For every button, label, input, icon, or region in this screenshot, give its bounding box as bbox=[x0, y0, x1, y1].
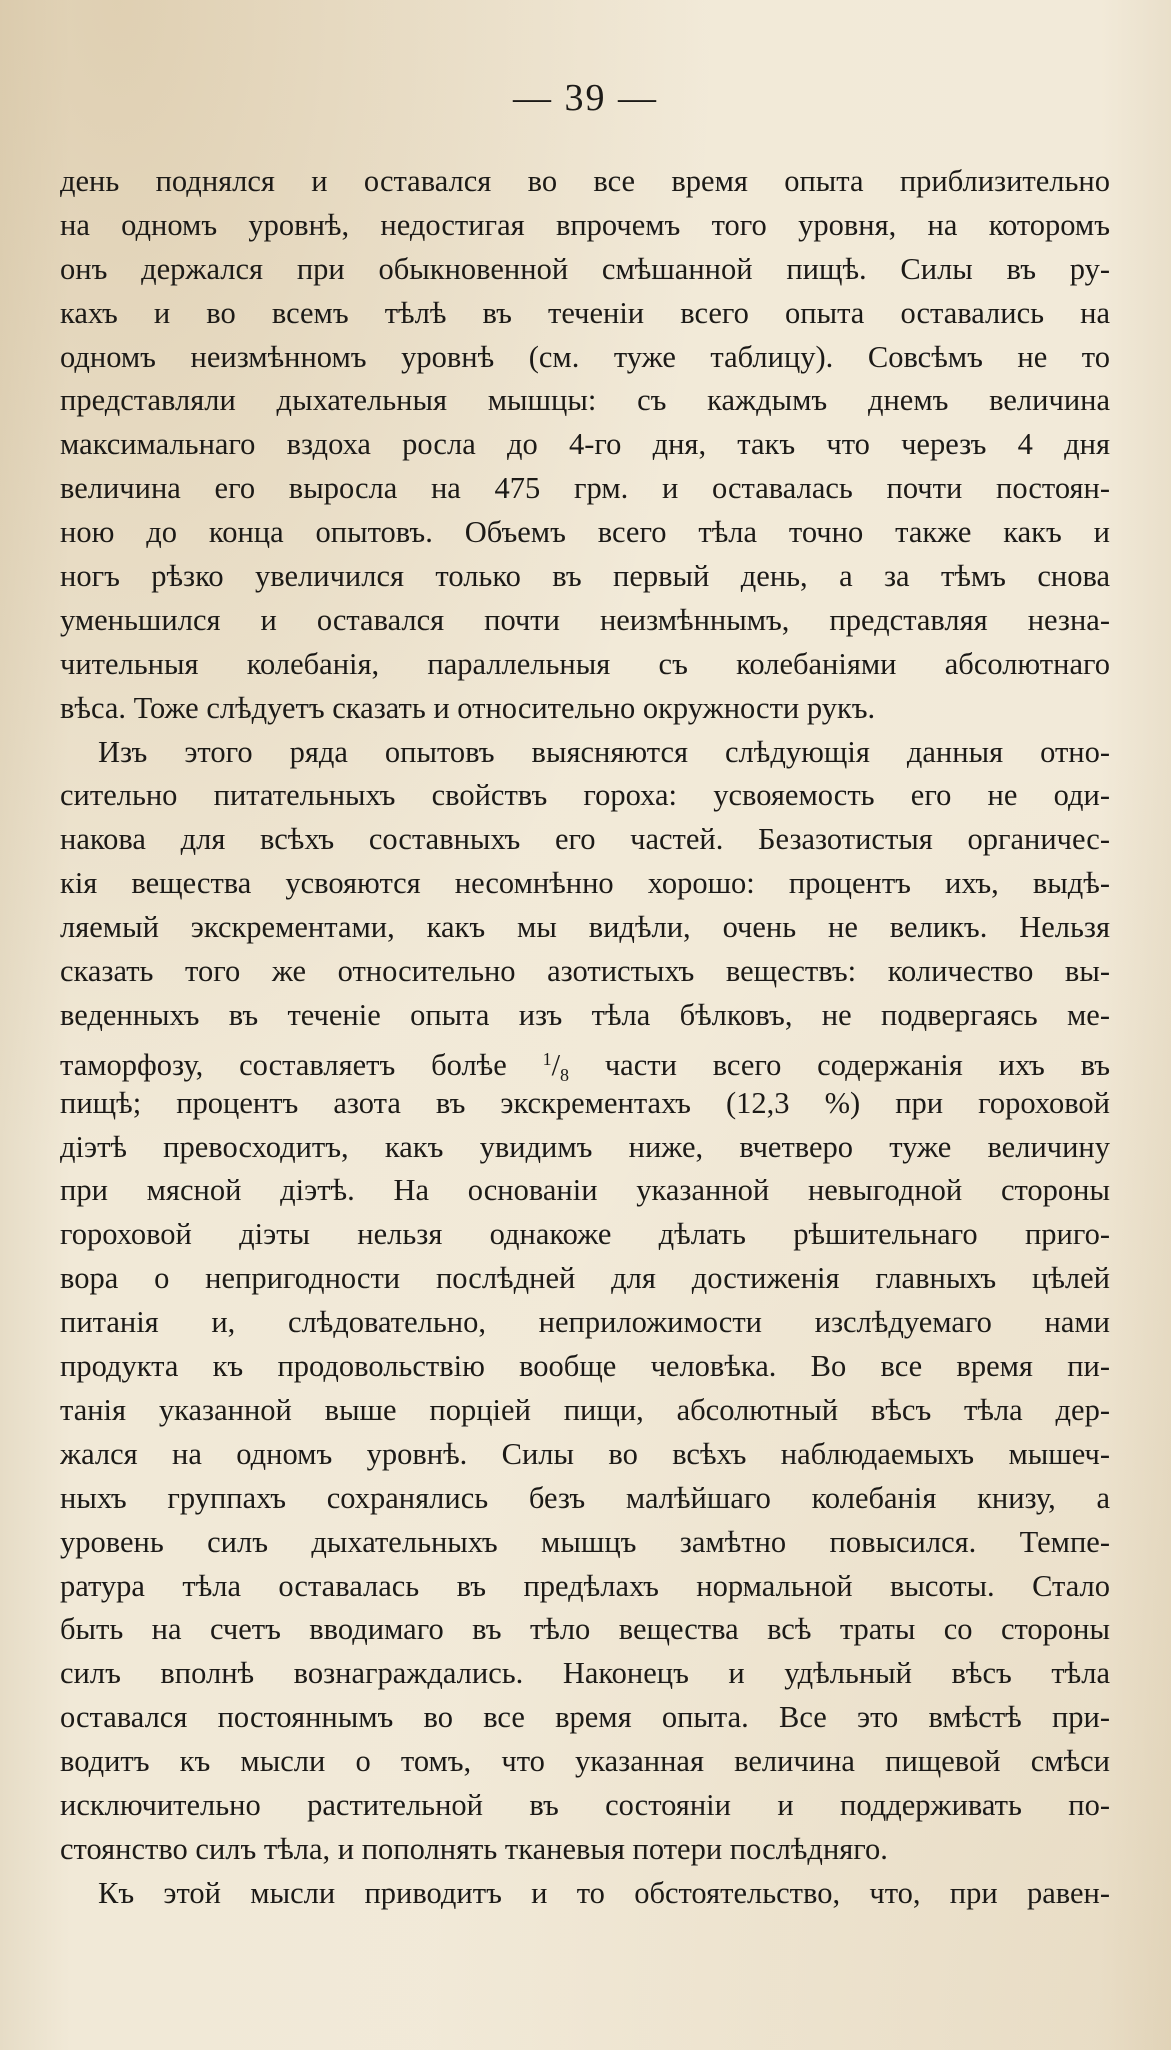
text-line: ногъ рѣзко увеличился только въ первый день, а за тѣмъ снова bbox=[60, 559, 1110, 594]
text-line: ною до конца опытовъ. Объемъ всего тѣла точно также какъ и bbox=[60, 515, 1110, 550]
text-line: онъ держался при обыкновенной смѣшанной пищѣ. Силы въ ру- bbox=[60, 251, 1110, 286]
text-line: водитъ къ мысли о томъ, что указанная величина пищевой смѣси bbox=[60, 1744, 1110, 1779]
text-line: питанія и, слѣдовательно, неприложимости изслѣдуемаго нами bbox=[60, 1305, 1110, 1340]
text-line: уровень силъ дыхательныхъ мышцъ замѣтно повысился. Темпе- bbox=[60, 1524, 1110, 1559]
text-line: танія указанной выше порціей пищи, абсолютный вѣсъ тѣла дер- bbox=[60, 1392, 1110, 1427]
text-line: уменьшился и оставался почти неизмѣннымъ, представляя незна- bbox=[60, 602, 1110, 637]
text-line: исключительно растительной въ состояніи и поддерживать по- bbox=[60, 1787, 1110, 1822]
fraction-numerator: 1 bbox=[542, 1048, 552, 1069]
text-line: вѣса. Тоже слѣдуетъ сказать и относительно окружности рукъ. bbox=[60, 690, 876, 725]
text-line: сительно питательныхъ свойствъ гороха: усвояемость его не оди- bbox=[60, 778, 1110, 813]
text-line: одномъ неизмѣнномъ уровнѣ (см. туже таблицу). Совсѣмъ не то bbox=[60, 339, 1110, 374]
text-line: жался на одномъ уровнѣ. Силы во всѣхъ наблюдаемыхъ мышеч- bbox=[60, 1436, 1110, 1471]
paragraph-start-line: Къ этой мысли приводитъ и то обстоятельство, что, при равен- bbox=[98, 1875, 1110, 1910]
text-line: на одномъ уровнѣ, недостигая впрочемъ того уровня, на которомъ bbox=[60, 207, 1110, 242]
text-line: веденныхъ въ теченіе опыта изъ тѣла бѣлковъ, не подвергаясь ме- bbox=[60, 997, 1110, 1032]
text-line: представляли дыхательныя мышцы: съ каждымъ днемъ величина bbox=[60, 383, 1110, 418]
paragraph-start-line: Изъ этого ряда опытовъ выясняются слѣдующія данныя отно- bbox=[98, 734, 1110, 769]
text-line: оставался постояннымъ во все время опыта. Все это вмѣстѣ при- bbox=[60, 1700, 1110, 1735]
text-segment: таморфозу, составляетъ болѣе bbox=[60, 1047, 507, 1082]
text-line: ныхъ группахъ сохранялись безъ малѣйшаго колебанія книзу, а bbox=[60, 1480, 1110, 1515]
text-line-with-fraction bbox=[60, 1038, 1110, 1082]
fraction-one-eighth: $^1/_8$ bbox=[543, 1048, 569, 1082]
text-line: чительныя колебанія, параллельныя съ колебаніями абсолютнаго bbox=[60, 646, 1110, 681]
text-line: силъ вполнѣ вознаграждались. Наконецъ и удѣльный вѣсъ тѣла bbox=[60, 1656, 1110, 1691]
text-line: накова для всѣхъ составныхъ его частей. Безазотистыя органичес- bbox=[60, 822, 1110, 857]
text-line: продукта къ продовольствію вообще человѣка. Во все время пи- bbox=[60, 1349, 1110, 1384]
text-line: величина его выросла на 475 грм. и оставалась почти постоян- bbox=[60, 471, 1110, 506]
text-line: пищѣ; процентъ азота въ экскрементахъ (12,3 %) при гороховой bbox=[60, 1085, 1110, 1120]
text-line: быть на счетъ вводимаго въ тѣло вещества всѣ траты со стороны bbox=[60, 1612, 1110, 1647]
body-text bbox=[60, 160, 1110, 1916]
page-number: — 39 — bbox=[513, 77, 658, 119]
text-line: сказать того же относительно азотистыхъ веществъ: количество вы- bbox=[60, 954, 1110, 989]
text-line: гороховой діэты нельзя однакоже дѣлать рѣшительнаго приго- bbox=[60, 1217, 1110, 1252]
text-segment: части всего содержанія ихъ въ bbox=[604, 1047, 1110, 1082]
text-line: стоянство силъ тѣла, и пополнять тканевыя потери послѣдняго. bbox=[60, 1831, 888, 1866]
text-line: ляемый экскрементами, какъ мы видѣли, очень не великъ. Нельзя bbox=[60, 910, 1110, 945]
text-line: діэтѣ превосходитъ, какъ увидимъ ниже, вчетверо туже величину bbox=[60, 1129, 1110, 1164]
text-line: максимальнаго вздоха росла до 4-го дня, такъ что черезъ 4 дня bbox=[60, 427, 1110, 462]
text-line: ратура тѣла оставалась въ предѣлахъ нормальной высоты. Стало bbox=[60, 1568, 1110, 1603]
text-line: кахъ и во всемъ тѣлѣ въ теченіи всего опыта оставались на bbox=[60, 295, 1110, 330]
text-line: при мясной діэтѣ. На основаніи указанной невыгодной стороны bbox=[60, 1173, 1110, 1208]
text-line: день поднялся и оставался во все время опыта приблизительно bbox=[60, 164, 1110, 198]
text-line: вора о непригодности послѣдней для достиженія главныхъ цѣлей bbox=[60, 1261, 1110, 1296]
fraction-denominator: 8 bbox=[560, 1064, 570, 1082]
text-line: кія вещества усвояются несомнѣнно хорошо: процентъ ихъ, выдѣ- bbox=[60, 866, 1110, 901]
